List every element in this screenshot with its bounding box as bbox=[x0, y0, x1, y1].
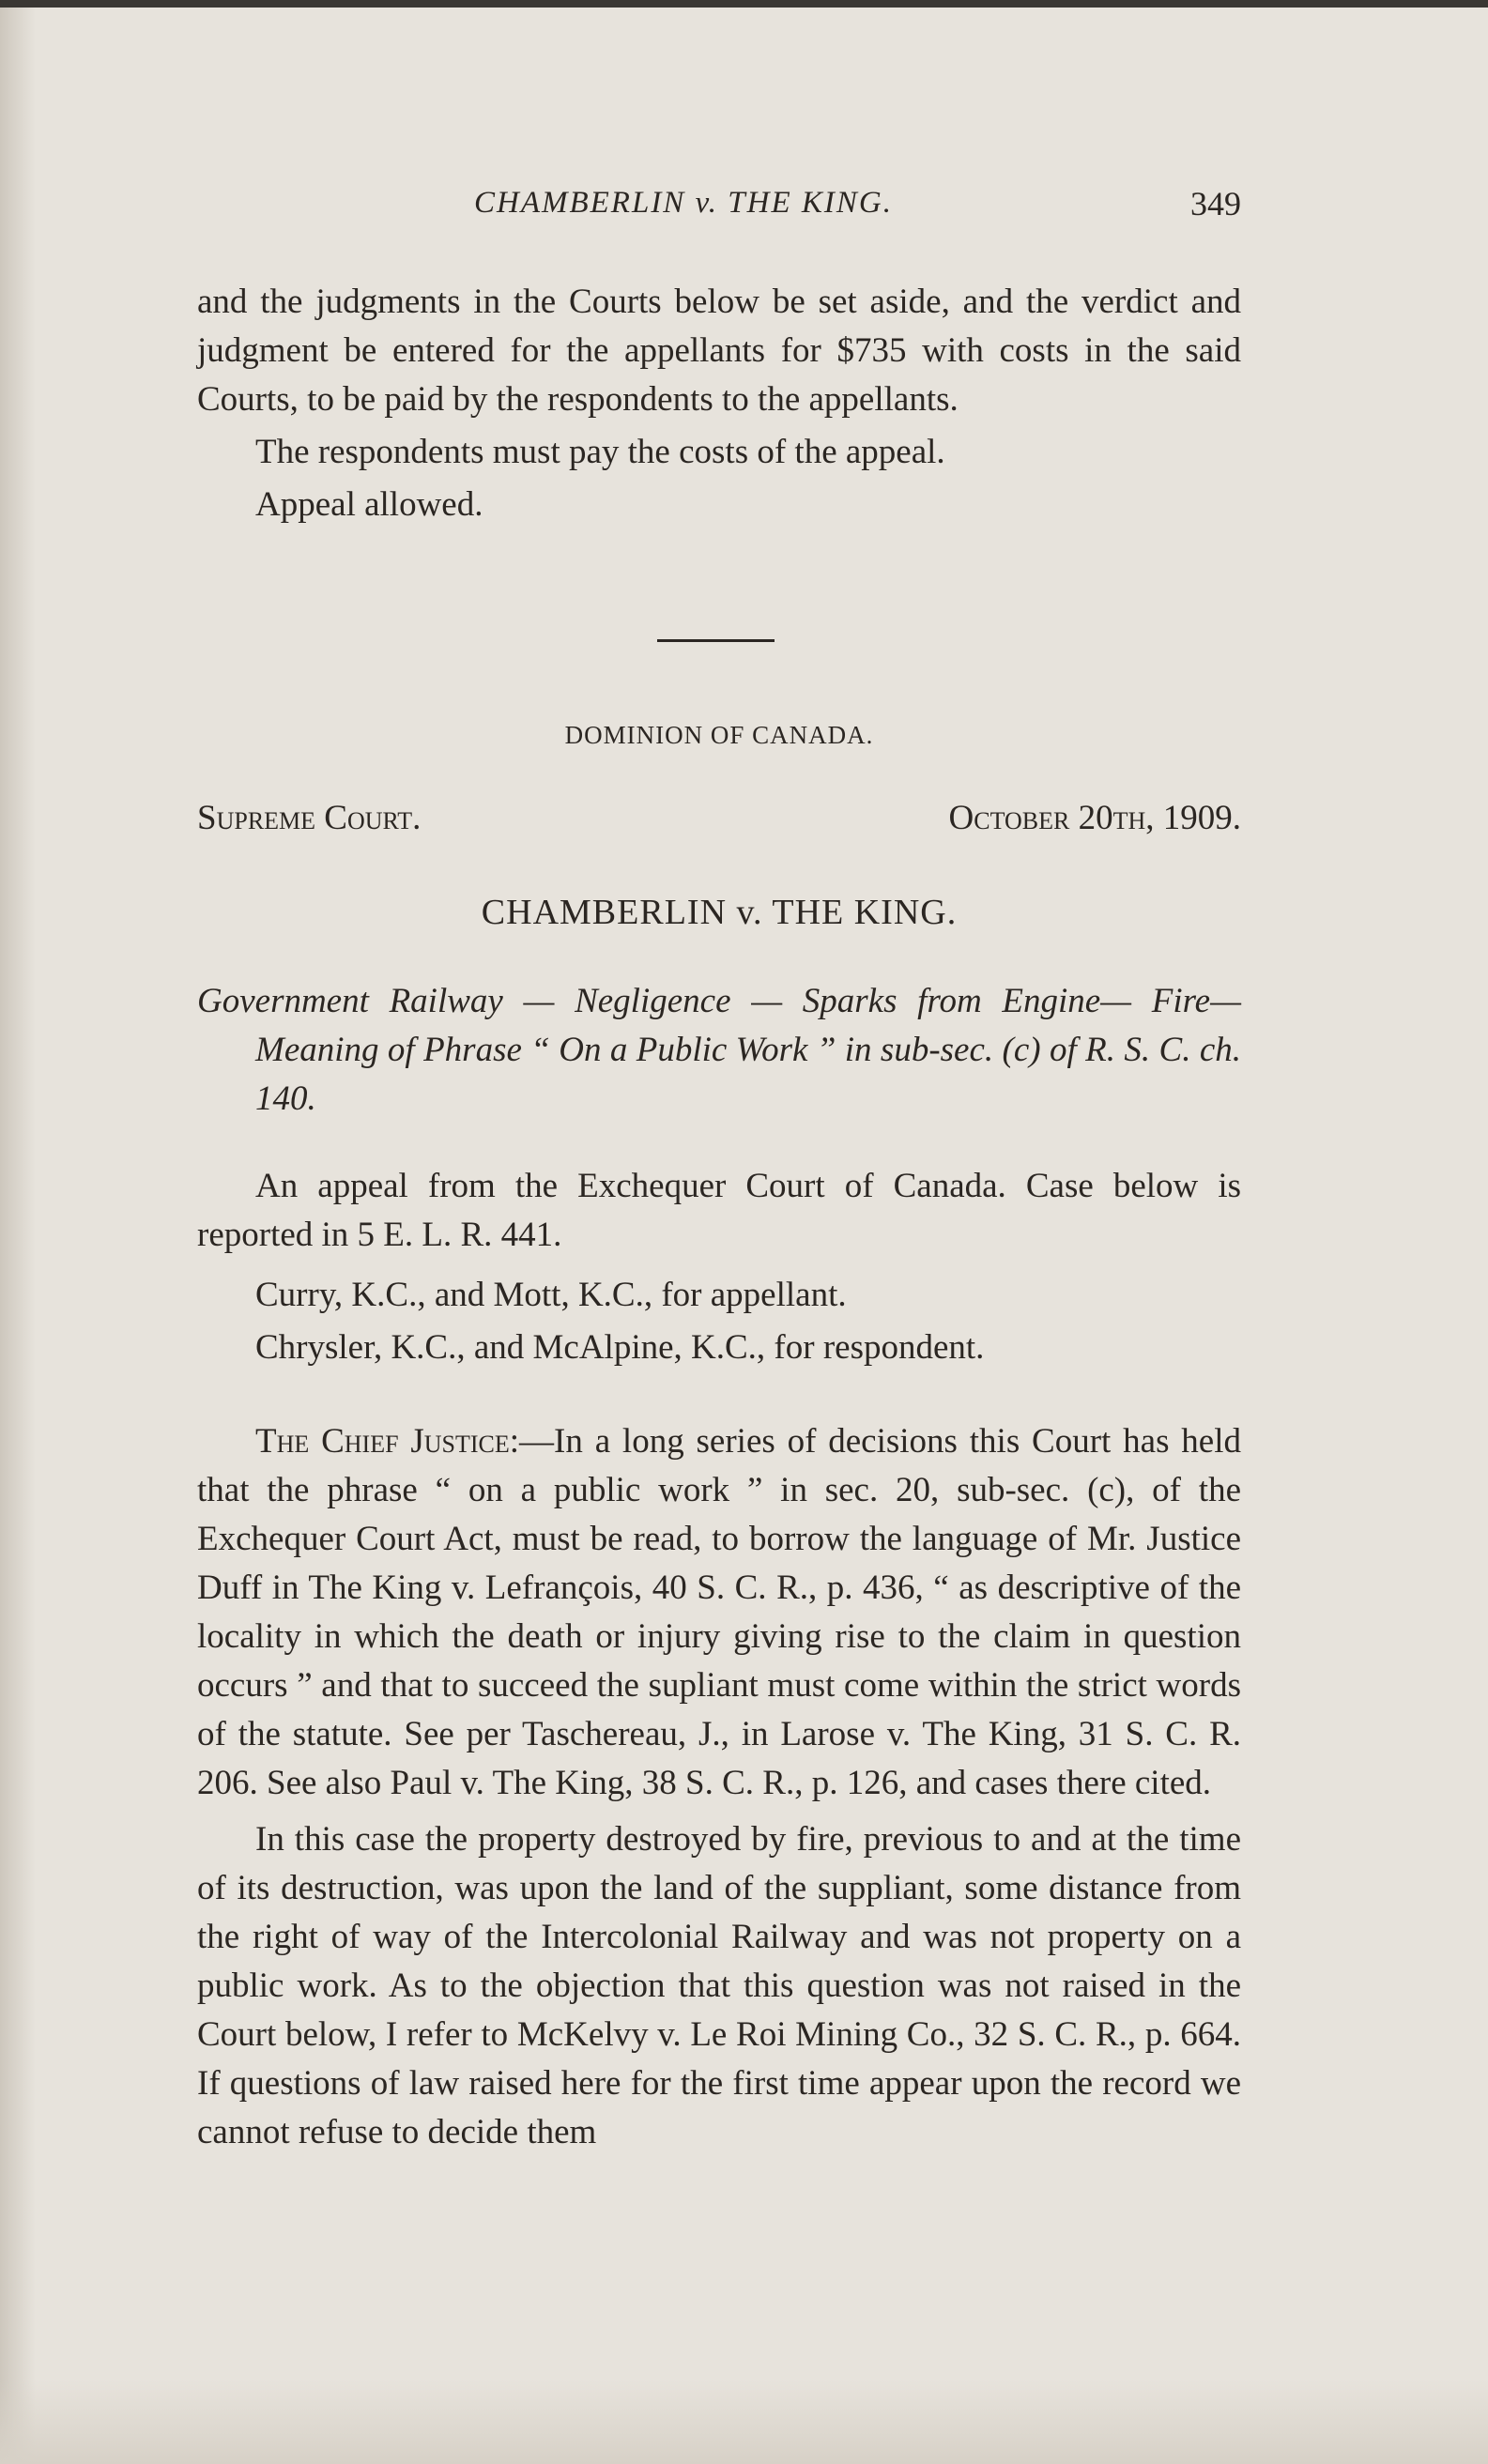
catchwords-block bbox=[197, 977, 1241, 1124]
section-divider bbox=[657, 639, 775, 642]
case-note-block bbox=[197, 1162, 1241, 1372]
court-date-line bbox=[197, 798, 1241, 838]
appeal-note: An appeal from the Exchequer Court of Canada. Case below is reported in 5 E. L. R. 441. bbox=[197, 1167, 1241, 1254]
decision-date: October 20th, 1909. bbox=[948, 799, 1241, 837]
prior-case-conclusion bbox=[197, 278, 1241, 529]
book-page bbox=[0, 8, 1488, 2464]
page-number: 349 bbox=[1190, 185, 1241, 222]
jurisdiction-heading: DOMINION OF CANADA. bbox=[564, 721, 874, 749]
judgment-paragraph: In this case the property destroyed by fire, previous to and at the time of its destruction, was upon the land of the suppliant, some distance from the right of way of the Intercolonial Railway and was not property on a public work. As to the objection that this question was not raised in the Court below, I refer to McKelvy v. Le Roi Mining Co., 32 S. C. R., p. 664. If questions of law raised here for the first time appear upon the record we cannot refuse to decide them bbox=[197, 1820, 1241, 2151]
catchwords: Government Railway — Negligence — Sparks from Engine— Fire—Meaning of Phrase “ On a Public Work ” in sub-sec. (c) of R. S. C. ch. 140. bbox=[197, 982, 1241, 1118]
counsel-appellant: Curry, K.C., and Mott, K.C., for appellant. bbox=[255, 1276, 847, 1314]
judge-name: The Chief Justice bbox=[255, 1422, 510, 1461]
judgment-paragraph-text: :—In a long series of decisions this Court has held that the phrase “ on a public work ” in sec. 20, sub-sec. (c), of the Exchequer Court Act, must be read, to borrow the language of Mr. Justice Duff in The King v. Lefrançois, 40 S. C. R., p. 436, “ as descriptive of the locality in which the death or injury giving rise to the claim in question occurs ” and that to succeed the supliant must come within the strict words of the statute. See per Taschereau, J., in Larose v. The King, 31 S. C. R. 206. See also Paul v. The King, 38 S. C. R., p. 126, and cases there cited. bbox=[197, 1422, 1241, 1802]
page-gutter bbox=[0, 8, 36, 2464]
costs-paragraph: The respondents must pay the costs of the appeal. bbox=[255, 433, 945, 471]
disposition: Appeal allowed. bbox=[255, 485, 483, 524]
counsel-respondent: Chrysler, K.C., and McAlpine, K.C., for respondent. bbox=[255, 1328, 985, 1367]
court-name: Supreme Court. bbox=[197, 799, 422, 837]
prior-case-paragraph: and the judgments in the Courts below be set aside, and the verdict and judgment be entered for the appellants for $735 with costs in the said Courts, to be paid by the respondents to the appellants. bbox=[197, 283, 1241, 419]
running-title: CHAMBERLIN v. THE KING. bbox=[474, 186, 893, 220]
page-bottom-shadow bbox=[0, 2380, 1488, 2464]
judgment-body bbox=[197, 1417, 1241, 2157]
judgment-paragraph bbox=[197, 1417, 1241, 1808]
running-header bbox=[197, 186, 1241, 242]
case-title: CHAMBERLIN v. THE KING. bbox=[481, 893, 958, 932]
